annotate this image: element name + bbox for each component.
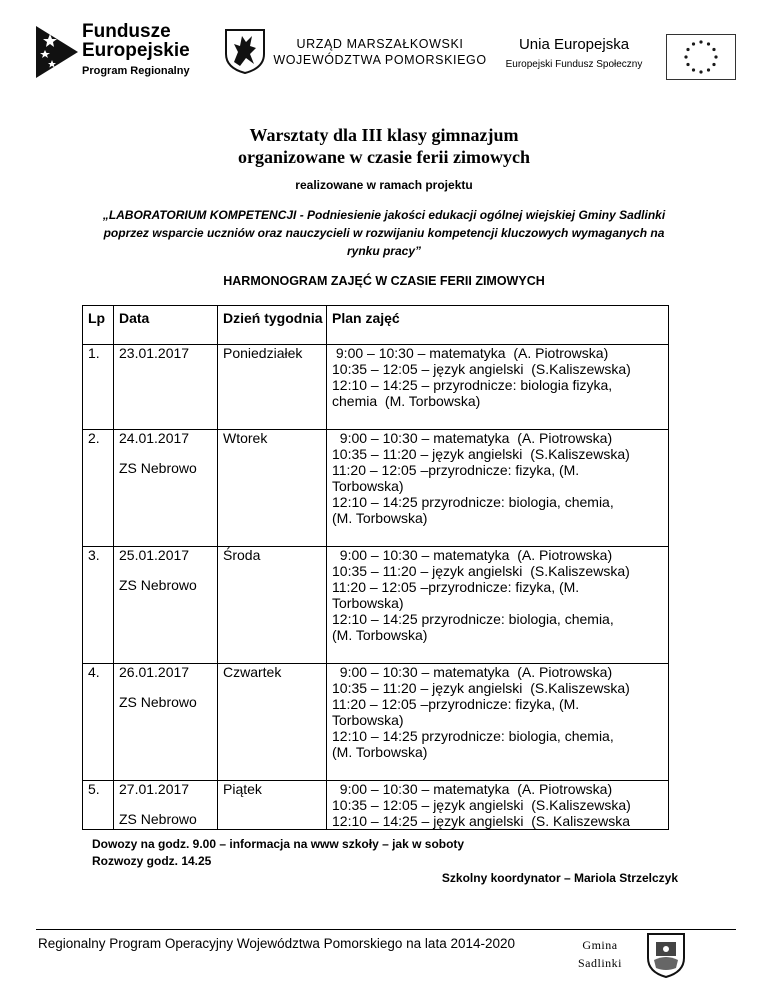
- cell-date: [114, 345, 218, 430]
- table-row: [83, 430, 669, 547]
- plan-line: 12:10 – 14:25 – przyrodnicze: biologia fizyka,: [332, 377, 613, 393]
- urzad-marszalkowski-text: [270, 36, 490, 68]
- plan-line: 9:00 – 10:30 – matematyka (A. Piotrowska): [332, 345, 609, 361]
- header-data: Data: [114, 306, 218, 345]
- eu-star: [684, 55, 687, 58]
- eu-star: [714, 55, 717, 58]
- rpo-text: Regionalny Program Operacyjny Województwa Pomorskiego na lata 2014-2020: [38, 936, 516, 951]
- plan-line: 9:00 – 10:30 – matematyka (A. Piotrowska): [332, 547, 613, 563]
- place-text: ZS Nebrowo: [119, 811, 197, 827]
- plan-line: 12:10 – 14:25 przyrodnicze: biologia, chemia,: [332, 728, 614, 744]
- eu-subtitle: Europejski Fundusz Społeczny: [505, 59, 643, 70]
- header-plan: Plan zajęć: [327, 306, 669, 345]
- cell-day: Czwartek: [218, 664, 327, 781]
- cell-plan: [327, 664, 669, 781]
- dowozy-note: Dowozy na godz. 9.00 – informacja na www szkoły – jak w soboty: [92, 837, 465, 851]
- fundusze-stars-icon: [36, 26, 78, 78]
- plan-line: 12:10 – 14:25 przyrodnicze: biologia, chemia,: [332, 611, 614, 627]
- table-body: [83, 345, 669, 830]
- plan-line: 10:35 – 11:20 – język angielski (S.Kaliszewska): [332, 446, 630, 462]
- fe-logo-line3: Program Regionalny: [82, 65, 190, 77]
- eu-star: [712, 63, 715, 66]
- plan-line: 11:20 – 12:05 –przyrodnicze: fizyka, (M.: [332, 462, 580, 478]
- title-line2: organizowane w czasie ferii zimowych: [238, 147, 530, 167]
- cell-lp: 3.: [83, 547, 114, 664]
- date-text: 23.01.2017: [119, 345, 190, 361]
- header-lp: Lp: [83, 306, 114, 345]
- plan-line: 11:20 – 12:05 –przyrodnicze: fizyka, (M.: [332, 579, 580, 595]
- eu-star: [707, 42, 710, 45]
- unia-europejska-text: [494, 36, 654, 72]
- eu-star: [712, 48, 715, 51]
- harmonogram-title: HARMONOGRAM ZAJĘĆ W CZASIE FERII ZIMOWYCH: [223, 274, 545, 288]
- plan-line: 12:10 – 14:25 przyrodnicze: biologia, chemia,: [332, 494, 614, 510]
- cell-lp: 2.: [83, 430, 114, 547]
- eu-star: [692, 68, 695, 71]
- eu-flag-icon: [666, 34, 736, 80]
- eu-star: [686, 63, 689, 66]
- um-line1: URZĄD MARSZAŁKOWSKI: [296, 37, 464, 51]
- cell-plan: [327, 781, 669, 830]
- plan-line: chemia (M. Torbowska): [332, 393, 481, 409]
- project-intro: realizowane w ramach projektu: [295, 178, 473, 192]
- project-name: „LABORATORIUM KOMPETENCJI - Podniesienie jakości edukacji ogólnej wiejskiej Gminy Sadlinki poprzez wsparcie uczniów oraz nauczycieli w rozwijaniu kompetencji kluczowych wymaganych na rynku pracy”: [102, 208, 666, 258]
- plan-line: 10:35 – 11:20 – język angielski (S.Kaliszewska): [332, 680, 630, 696]
- cell-lp: 4.: [83, 664, 114, 781]
- eu-star: [707, 68, 710, 71]
- cell-plan: [327, 430, 669, 547]
- eu-title: Unia Europejska: [518, 36, 630, 53]
- plan-line: 9:00 – 10:30 – matematyka (A. Piotrowska): [332, 430, 613, 446]
- plan-line: 9:00 – 10:30 – matematyka (A. Piotrowska): [332, 664, 613, 680]
- cell-plan: [327, 345, 669, 430]
- cell-date: [114, 547, 218, 664]
- gmina-line2: Sadlinki: [577, 956, 622, 970]
- eu-star: [699, 70, 702, 73]
- table-row: [83, 664, 669, 781]
- pomorskie-griffin-crest-icon: [224, 28, 266, 74]
- footer-divider: [36, 929, 736, 930]
- header-dzien: Dzień tygodnia: [218, 306, 327, 345]
- table-row: [83, 345, 669, 430]
- table-row: [83, 781, 669, 830]
- cell-lp: 1.: [83, 345, 114, 430]
- place-text: ZS Nebrowo: [119, 694, 197, 710]
- gmina-sadlinki-crest-icon: [646, 932, 686, 978]
- fe-logo-line2: Europejskie: [82, 40, 190, 61]
- cell-date: [114, 781, 218, 830]
- table-row: [83, 547, 669, 664]
- gmina-line1: Gmina: [582, 938, 618, 952]
- cell-date: [114, 430, 218, 547]
- fundusze-europejskie-logo: [36, 22, 236, 82]
- cell-plan: [327, 547, 669, 664]
- date-text: 26.01.2017: [119, 664, 190, 680]
- plan-line: 9:00 – 10:30 – matematyka (A. Piotrowska): [332, 781, 613, 797]
- plan-line: 12:10 – 14:25 – język angielski (S. Kaliszewska: [332, 813, 631, 829]
- cell-lp: 5.: [83, 781, 114, 830]
- plan-line: Torbowska): [332, 478, 404, 494]
- coordinator: Szkolny koordynator – Mariola Strzelczyk: [441, 871, 678, 885]
- plan-line: 10:35 – 12:05 – język angielski (S.Kaliszewska): [332, 797, 631, 813]
- page-title: [0, 124, 768, 168]
- cell-day: Piątek: [218, 781, 327, 830]
- um-line2: WOJEWÓDZTWA POMORSKIEGO: [273, 53, 487, 67]
- date-text: 27.01.2017: [119, 781, 190, 797]
- plan-line: (M. Torbowska): [332, 744, 428, 760]
- eu-star: [686, 48, 689, 51]
- schedule-table: [82, 305, 669, 830]
- gmina-sadlinki-text: [570, 936, 630, 972]
- plan-line: (M. Torbowska): [332, 510, 428, 526]
- cell-day: Wtorek: [218, 430, 327, 547]
- footer-notes: [92, 836, 464, 870]
- plan-line: Torbowska): [332, 595, 404, 611]
- plan-line: 10:35 – 11:20 – język angielski (S.Kaliszewska): [332, 563, 630, 579]
- eu-star: [699, 40, 702, 43]
- place-text: ZS Nebrowo: [119, 460, 197, 476]
- plan-line: Torbowska): [332, 712, 404, 728]
- eu-star: [692, 42, 695, 45]
- title-line1: Warsztaty dla III klasy gimnazjum: [249, 125, 519, 145]
- place-text: ZS Nebrowo: [119, 577, 197, 593]
- cell-date: [114, 664, 218, 781]
- table-header-row: [83, 306, 669, 345]
- cell-day: Poniedziałek: [218, 345, 327, 430]
- date-text: 24.01.2017: [119, 430, 190, 446]
- fe-logo-line1: Fundusze: [82, 21, 171, 42]
- date-text: 25.01.2017: [119, 547, 190, 563]
- rozwozy-note: Rozwozy godz. 14.25: [92, 854, 212, 868]
- cell-day: Środa: [218, 547, 327, 664]
- plan-line: (M. Torbowska): [332, 627, 428, 643]
- plan-line: 10:35 – 12:05 – język angielski (S.Kaliszewska): [332, 361, 631, 377]
- plan-line: 11:20 – 12:05 –przyrodnicze: fizyka, (M.: [332, 696, 580, 712]
